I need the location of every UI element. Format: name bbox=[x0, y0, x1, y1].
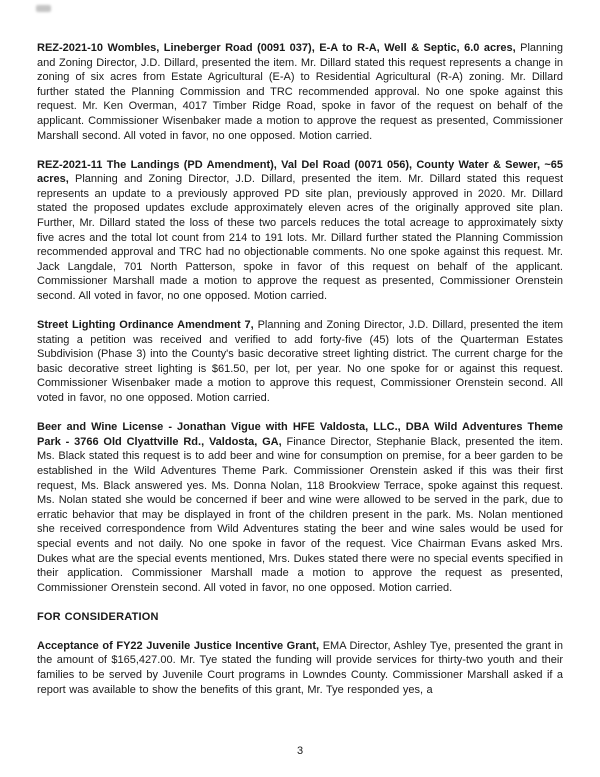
paragraph-juvenile-grant bbox=[37, 639, 563, 697]
page-number: 3 bbox=[296, 745, 304, 757]
paragraph-body-beer-wine-license: Finance Director, Stephanie Black, presented the item. Ms. Black stated this request is to add beer and wine for consumption on premise, for a beer garden to be established in the Wild Adventures Theme Park. Commissioner Orenstein asked if this was their first request, Ms. Black answered yes. Ms. Donna Nolan, 118 Brookview Terrace, spoke against this request. Ms. Nolan stated she would be concerned if beer and wine were allowed to be served in the park, due to erratic behavior that may be displayed in front of the children present in the park. Ms. Nolan mentioned she received correspondence from Wild Adventures stating the beer and wine sales would be used for special events and not daily. No one spoke in favor of the request. Vice Chairman Evans asked Mrs. Dukes what are the special events mentioned, Mrs. Dukes stated there were no special events specified in their application. Commissioner Marshall made a motion to approve the request as presented, Commissioner Orenstein second. All voted in favor, no one opposed. Motion carried. bbox=[37, 435, 564, 594]
paragraph-lead-beer-wine-license: Beer and Wine License - Jonathan Vigue with HFE Valdosta, LLC., DBA Wild Adventures Theme Park - 3766 Old Clyattville Rd., Valdosta, GA, bbox=[37, 421, 563, 448]
paragraph-body-rez-2021-11: Planning and Zoning Director, J.D. Dillard, presented the item. Mr. Dillard stated this request represents an update to a previously approved PD site plan, previously approved in 2020. Mr. Dillard stated the proposed updates exclude approximately eleven acres of the originally approved site plan. Further, Mr. Dillard stated the loss of these two parcels reduces the total acreage to approximately sixty five acres and the total lot count from 214 to 191 lots. Mr. Dillard further stated the Planning Commission recommended approval and TRC had no objectionable comments. No one spoke against this request. Mr. Jack Langdale, 701 North Patterson, spoke in favor of this request on behalf of the applicant. Commissioner Marshall made a motion to approve the request as presented, Commissioner Orenstein second. All voted in favor, no one opposed. Motion carried. bbox=[37, 173, 563, 302]
paragraph-lead-rez-2021-10: REZ-2021-10 Wombles, Lineberger Road (0091 037), E-A to R-A, Well & Septic, 6.0 acres, bbox=[37, 42, 516, 54]
paragraph-body-street-lighting: Planning and Zoning Director, J.D. Dillard, presented the item stating a petition was received and verified to add forty-five (45) lots of the Quarterman Estates Subdivision (Phase 3) into the County's basic decorative street lighting district. The current charge for the basic decorative street lighting is $61.50, per lot, per year. No one spoke for or against this request. Commissioner Wisenbaker made a motion to approve this request, Commissioner Orenstein second. All voted in favor, no one opposed. Motion carried. bbox=[37, 319, 563, 405]
paragraph-rez-2021-10 bbox=[37, 41, 563, 143]
paragraph-body-juvenile-grant: EMA Director, Ashley Tye, presented the grant in the amount of $165,427.00. Mr. Tye stated the funding will provide services for thirty-two youth and their families to be served by Juvenile Court programs in Lowndes County. Commissioner Marshall asked if a report was available to show the benefits of this grant, Mr. Tye responded yes, a bbox=[37, 639, 563, 696]
paragraph-body-rez-2021-10: Planning and Zoning Director, J.D. Dillard, presented the item. Mr. Dillard stated this request represents a change in zoning of six acres from Estate Agricultural (E-A) to Residential Agricultural (R-A) zoning. Mr. Dillard further stated the Planning Commission and TRC recommended approval. No one spoke against this request. Mr. Ken Overman, 4017 Timber Ridge Road, spoke in favor of the request on behalf of the applicant. Commissioner Wisenbaker made a motion to approve the request as presented, Commissioner Marshall second. All voted in favor, no one opposed. Motion carried. bbox=[37, 42, 563, 142]
section-heading-for-consideration: FOR CONSIDERATION bbox=[37, 610, 159, 623]
paragraph-lead-juvenile-grant: Acceptance of FY22 Juvenile Justice Incentive Grant, bbox=[37, 639, 320, 652]
paragraph-rez-2021-11 bbox=[37, 158, 563, 304]
paragraph-lead-street-lighting: Street Lighting Ordinance Amendment 7, bbox=[37, 319, 254, 332]
paragraph-street-lighting bbox=[37, 318, 563, 406]
paragraph-lead-rez-2021-11: REZ-2021-11 The Landings (PD Amendment), Val Del Road (0071 056), County Water & Sewer, ~65 acres, bbox=[37, 158, 563, 186]
paragraph-beer-wine-license bbox=[37, 420, 563, 595]
scan-artifact bbox=[36, 5, 51, 12]
